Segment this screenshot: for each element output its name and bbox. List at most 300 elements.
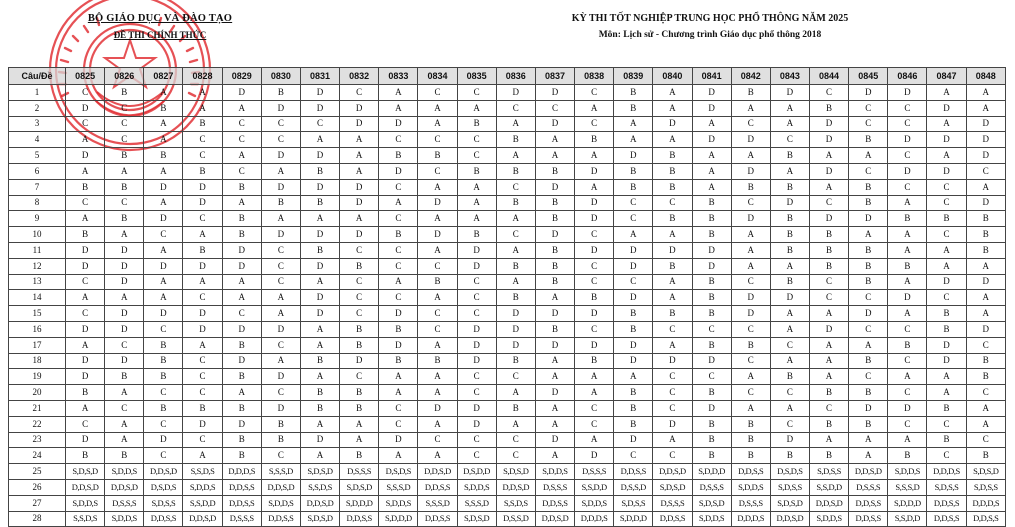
answer-cell: D <box>575 448 614 464</box>
answer-cell: A <box>809 353 848 369</box>
answer-cell: D,D,S,S <box>261 511 300 527</box>
answer-cell: D <box>614 290 653 306</box>
answer-cell: A <box>809 306 848 322</box>
answer-cell: S,D,S,S <box>770 479 809 495</box>
answer-cell: D <box>888 132 927 148</box>
answer-cell: B <box>144 369 183 385</box>
question-number: 21 <box>9 400 66 416</box>
answer-cell: C <box>496 100 535 116</box>
answer-cell: S,S,D,S <box>300 479 339 495</box>
answer-cell: A <box>575 385 614 401</box>
question-number: 11 <box>9 242 66 258</box>
answer-cell: D,D,D,S <box>731 511 770 527</box>
answer-cell: D <box>66 432 105 448</box>
answer-cell: D,D,S,S <box>222 495 261 511</box>
answer-cell: C <box>575 274 614 290</box>
answer-cell: A <box>261 306 300 322</box>
answer-cell: C <box>261 258 300 274</box>
answer-cell: A <box>418 116 457 132</box>
question-number: 16 <box>9 321 66 337</box>
answer-cell: D <box>653 353 692 369</box>
answer-cell: A <box>927 369 966 385</box>
question-number: 13 <box>9 274 66 290</box>
answer-cell: D <box>535 85 574 101</box>
answer-cell: C <box>614 448 653 464</box>
answer-cell: A <box>653 85 692 101</box>
answer-cell: D <box>300 100 339 116</box>
answer-cell: D <box>66 321 105 337</box>
answer-cell: C <box>261 337 300 353</box>
answer-cell: B <box>418 274 457 290</box>
answer-cell: D <box>183 258 222 274</box>
question-number: 4 <box>9 132 66 148</box>
answer-cell: D <box>183 179 222 195</box>
answer-cell: C <box>105 100 144 116</box>
answer-cell: D <box>300 290 339 306</box>
answer-cell: D <box>66 353 105 369</box>
answer-cell: A <box>614 227 653 243</box>
exam-code-header: 0825 <box>66 68 105 85</box>
answer-cell: D <box>770 195 809 211</box>
answer-cell: C <box>927 195 966 211</box>
answer-cell: B <box>888 258 927 274</box>
answer-cell: S,S,D,D <box>183 495 222 511</box>
answer-cell: C <box>105 400 144 416</box>
answer-cell: A <box>144 290 183 306</box>
answer-cell: B <box>731 416 770 432</box>
answer-cell: D <box>144 306 183 322</box>
answer-cell: C <box>379 258 418 274</box>
answer-cell: D <box>575 195 614 211</box>
answer-cell: B <box>614 321 653 337</box>
answer-cell: C <box>653 321 692 337</box>
answer-cell: D,S,S,S <box>105 495 144 511</box>
answer-cell: A <box>300 369 339 385</box>
answer-cell: S,S,D,D <box>888 511 927 527</box>
answer-cell: A <box>535 448 574 464</box>
answer-cell: C <box>496 369 535 385</box>
answer-cell: B <box>105 369 144 385</box>
answer-cell: S,D,S,S <box>966 479 1005 495</box>
answer-cell: D <box>66 100 105 116</box>
answer-cell: B <box>144 353 183 369</box>
answer-cell: A <box>535 416 574 432</box>
answer-cell: C <box>183 385 222 401</box>
answer-cell: D <box>575 337 614 353</box>
table-row <box>9 163 1006 179</box>
answer-cell: B <box>457 163 496 179</box>
answer-cell: C <box>261 274 300 290</box>
answer-cell: C <box>379 416 418 432</box>
answer-cell: A <box>379 195 418 211</box>
answer-cell: S,S,D,S <box>66 511 105 527</box>
answer-cell: C <box>575 400 614 416</box>
answer-cell: B <box>849 385 888 401</box>
answer-cell: D,D,S,S <box>614 464 653 480</box>
answer-cell: D <box>144 258 183 274</box>
answer-cell: B <box>105 179 144 195</box>
exam-code-header: 0843 <box>770 68 809 85</box>
answer-cell: D <box>457 416 496 432</box>
answer-cell: A <box>105 227 144 243</box>
table-row <box>9 337 1006 353</box>
answer-cell: A <box>731 148 770 164</box>
answer-cell: D,D,S,D <box>105 479 144 495</box>
answer-cell: D <box>535 337 574 353</box>
answer-cell: B <box>418 148 457 164</box>
answer-cell: C <box>457 306 496 322</box>
answer-cell: C <box>340 306 379 322</box>
answer-cell: A <box>418 100 457 116</box>
exam-code-header: 0829 <box>222 68 261 85</box>
answer-cell: C <box>614 274 653 290</box>
answer-cell: A <box>692 179 731 195</box>
answer-cell: D <box>692 258 731 274</box>
exam-code-header: 0833 <box>379 68 418 85</box>
answer-cell: B <box>222 179 261 195</box>
answer-cell: A <box>379 385 418 401</box>
answer-cell: A <box>418 242 457 258</box>
table-row <box>9 148 1006 164</box>
answer-cell: D <box>575 306 614 322</box>
answer-cell: A <box>770 163 809 179</box>
answer-cell: B <box>849 179 888 195</box>
answer-cell: A <box>731 100 770 116</box>
answer-cell: B <box>535 321 574 337</box>
answer-cell: C <box>966 337 1005 353</box>
answer-cell: A <box>966 400 1005 416</box>
answer-cell: C <box>692 321 731 337</box>
answer-cell: D <box>927 353 966 369</box>
answer-cell: A <box>770 321 809 337</box>
answer-cell: B <box>731 432 770 448</box>
answer-cell: A <box>66 163 105 179</box>
answer-cell: D <box>809 321 848 337</box>
answer-cell: A <box>183 85 222 101</box>
answer-cell: D,S,D,S <box>379 464 418 480</box>
answer-cell: D <box>379 116 418 132</box>
answer-cell: B <box>496 132 535 148</box>
answer-cell: A <box>731 400 770 416</box>
answer-cell: D <box>379 306 418 322</box>
answer-cell: S,S,S,D <box>418 495 457 511</box>
answer-cell: D,S,S,S <box>692 479 731 495</box>
exam-code-header: 0832 <box>340 68 379 85</box>
question-number: 24 <box>9 448 66 464</box>
answer-cell: B <box>535 274 574 290</box>
answer-cell: A <box>300 416 339 432</box>
answer-cell: A <box>927 258 966 274</box>
answer-cell: A <box>379 448 418 464</box>
answer-cell: A <box>183 227 222 243</box>
answer-cell: A <box>849 148 888 164</box>
answer-cell: A <box>653 432 692 448</box>
answer-cell: C <box>849 321 888 337</box>
answer-cell: B <box>105 211 144 227</box>
answer-cell: C <box>575 227 614 243</box>
answer-cell: A <box>261 290 300 306</box>
answer-cell: A <box>379 85 418 101</box>
answer-cell: B <box>692 416 731 432</box>
answer-cell: D,D,S,D <box>418 464 457 480</box>
answer-cell: B <box>105 148 144 164</box>
answer-cell: D,D,D,S <box>575 511 614 527</box>
answer-cell: D,S,S,D <box>614 479 653 495</box>
answer-cell: D <box>300 85 339 101</box>
answer-cell: S,D,S,D <box>340 479 379 495</box>
answer-cell: D,D,S,D <box>809 495 848 511</box>
answer-cell: D <box>849 211 888 227</box>
answer-cell: B <box>183 400 222 416</box>
answer-cell: D <box>66 258 105 274</box>
answer-cell: B <box>144 400 183 416</box>
answer-cell: D,D,S,S <box>535 495 574 511</box>
question-number: 20 <box>9 385 66 401</box>
answer-cell: C <box>575 85 614 101</box>
answer-cell: C <box>731 274 770 290</box>
answer-cell: B <box>927 432 966 448</box>
answer-cell: C <box>888 148 927 164</box>
answer-cell: D <box>692 400 731 416</box>
answer-cell: C <box>496 448 535 464</box>
answer-cell: B <box>966 211 1005 227</box>
answer-cell: C <box>731 353 770 369</box>
answer-cell: B <box>379 353 418 369</box>
answer-cell: C <box>849 369 888 385</box>
answer-cell: S,D,D,S <box>105 464 144 480</box>
answer-cell: B <box>809 227 848 243</box>
answer-cell: B <box>300 242 339 258</box>
exam-code-header: 0840 <box>653 68 692 85</box>
answer-cell: C <box>653 369 692 385</box>
answer-cell: B <box>300 385 339 401</box>
answer-cell: S,D,S,D <box>300 464 339 480</box>
answer-cell: A <box>966 306 1005 322</box>
question-number: 15 <box>9 306 66 322</box>
answer-cell: D,D,S,D <box>535 511 574 527</box>
answer-cell: D <box>66 148 105 164</box>
answer-cell: B <box>692 432 731 448</box>
answer-cell: C <box>340 274 379 290</box>
answer-cell: A <box>966 179 1005 195</box>
exam-code-header: 0839 <box>614 68 653 85</box>
answer-cell: C <box>809 195 848 211</box>
answer-cell: A <box>418 448 457 464</box>
question-number: 25 <box>9 464 66 480</box>
answer-cell: D <box>261 321 300 337</box>
answer-cell: B <box>575 290 614 306</box>
answer-cell: S,D,D,S <box>66 495 105 511</box>
answer-cell: C <box>770 337 809 353</box>
answer-cell: D <box>966 132 1005 148</box>
answer-cell: D <box>496 337 535 353</box>
answer-cell: C <box>66 195 105 211</box>
answer-cell: B <box>614 85 653 101</box>
answer-cell: D <box>496 85 535 101</box>
answer-cell: B <box>849 353 888 369</box>
answer-cell: D <box>144 179 183 195</box>
answer-cell: A <box>457 100 496 116</box>
answer-cell: A <box>888 195 927 211</box>
answer-cell: D,D,S,S <box>849 495 888 511</box>
answer-cell: B <box>888 337 927 353</box>
answer-cell: A <box>496 211 535 227</box>
table-row <box>9 448 1006 464</box>
answer-cell: C <box>731 321 770 337</box>
answer-cell: B <box>927 400 966 416</box>
answer-cell: S,D,S,D <box>966 464 1005 480</box>
question-number: 18 <box>9 353 66 369</box>
answer-cell: A <box>770 400 809 416</box>
answer-cell: B <box>888 448 927 464</box>
answer-cell: B <box>261 85 300 101</box>
answer-cell: D <box>457 242 496 258</box>
answer-cell: C <box>457 274 496 290</box>
answer-cell: D <box>222 353 261 369</box>
exam-code-header: 0826 <box>105 68 144 85</box>
answer-cell: C <box>888 179 927 195</box>
answer-cell: B <box>261 416 300 432</box>
answer-cell: A <box>966 258 1005 274</box>
answer-cell: S,D,D,S <box>809 511 848 527</box>
answer-cell: C <box>457 290 496 306</box>
answer-cell: B <box>809 416 848 432</box>
answer-cell: D,D,S,S <box>144 511 183 527</box>
answer-cell: C <box>927 290 966 306</box>
answer-cell: D <box>966 321 1005 337</box>
answer-cell: B <box>927 306 966 322</box>
answer-cell: C <box>183 432 222 448</box>
answer-cell: A <box>888 432 927 448</box>
answer-cell: B <box>105 85 144 101</box>
answer-cell: D <box>731 163 770 179</box>
answer-cell: B <box>496 400 535 416</box>
answer-cell: C <box>222 163 261 179</box>
answer-cell: A <box>261 353 300 369</box>
answer-cell: A <box>849 432 888 448</box>
answer-cell: S,D,D,S <box>105 511 144 527</box>
answer-cell: B <box>496 195 535 211</box>
answer-cell: A <box>575 179 614 195</box>
answer-cell: B <box>144 148 183 164</box>
answer-cell: S,D,S,D <box>66 464 105 480</box>
answer-cell: B <box>692 195 731 211</box>
answer-cell: D <box>888 400 927 416</box>
answer-cell: B <box>849 274 888 290</box>
answer-cell: B <box>222 227 261 243</box>
answer-cell: D <box>731 211 770 227</box>
answer-cell: B <box>809 385 848 401</box>
answer-cell: B <box>809 242 848 258</box>
answer-cell: C <box>888 100 927 116</box>
answer-key-table <box>8 67 1006 527</box>
answer-cell: S,D,S,D <box>770 495 809 511</box>
answer-cell: C <box>457 369 496 385</box>
answer-cell: A <box>418 179 457 195</box>
answer-cell: A <box>340 163 379 179</box>
table-row <box>9 116 1006 132</box>
answer-cell: D <box>105 242 144 258</box>
answer-cell: D <box>575 163 614 179</box>
answer-cell: B <box>535 195 574 211</box>
answer-cell: B <box>927 321 966 337</box>
answer-cell: A <box>888 227 927 243</box>
answer-cell: A <box>927 148 966 164</box>
answer-cell: S,D,D,S <box>575 495 614 511</box>
answer-cell: A <box>340 211 379 227</box>
answer-cell: D <box>222 242 261 258</box>
answer-cell: D,D,S,S <box>966 511 1005 527</box>
answer-cell: B <box>692 385 731 401</box>
answer-cell: B <box>222 400 261 416</box>
table-row <box>9 321 1006 337</box>
answer-cell: S,S,S,D <box>457 495 496 511</box>
answer-cell: A <box>770 116 809 132</box>
answer-cell: A <box>496 274 535 290</box>
answer-cell: A <box>614 132 653 148</box>
answer-cell: B <box>653 211 692 227</box>
answer-cell: D,D,S,S <box>418 479 457 495</box>
answer-cell: D,S,S,S <box>731 495 770 511</box>
answer-cell: A <box>966 416 1005 432</box>
answer-cell: S,D,S,D <box>496 464 535 480</box>
answer-cell: A <box>261 163 300 179</box>
answer-cell: C <box>340 242 379 258</box>
answer-cell: S,D,S,S <box>927 479 966 495</box>
answer-cell: C <box>888 116 927 132</box>
answer-cell: C <box>261 448 300 464</box>
answer-cell: D <box>300 148 339 164</box>
answer-cell: A <box>340 432 379 448</box>
answer-cell: D <box>418 227 457 243</box>
answer-cell: S,D,D,S <box>535 464 574 480</box>
answer-cell: B <box>888 211 927 227</box>
answer-cell: B <box>927 211 966 227</box>
answer-cell: S,D,D,S <box>692 511 731 527</box>
answer-cell: D <box>300 258 339 274</box>
answer-cell: B <box>535 211 574 227</box>
answer-cell: D <box>261 369 300 385</box>
answer-cell: B <box>692 211 731 227</box>
answer-cell: D <box>379 163 418 179</box>
answer-cell: B <box>496 163 535 179</box>
answer-cell: C <box>144 416 183 432</box>
answer-cell: D <box>105 306 144 322</box>
exam-code-header: 0837 <box>535 68 574 85</box>
answer-cell: D <box>144 211 183 227</box>
answer-cell: A <box>966 100 1005 116</box>
answer-cell: B <box>340 321 379 337</box>
answer-cell: C <box>261 132 300 148</box>
answer-cell: D <box>105 258 144 274</box>
answer-cell: D <box>849 85 888 101</box>
answer-cell: D <box>457 400 496 416</box>
answer-cell: D,S,S,S <box>653 495 692 511</box>
answer-cell: S,D,D,S <box>379 495 418 511</box>
exam-code-header: 0835 <box>457 68 496 85</box>
answer-cell: C <box>653 400 692 416</box>
answer-cell: A <box>300 274 339 290</box>
answer-cell: D <box>888 163 927 179</box>
answer-cell: D <box>927 274 966 290</box>
answer-cell: D <box>66 369 105 385</box>
answer-cell: D,D,S,S <box>927 511 966 527</box>
exam-code-header: 0834 <box>418 68 457 85</box>
answer-cell: D,S,D,S <box>770 464 809 480</box>
answer-cell: A <box>144 163 183 179</box>
answer-cell: C <box>340 85 379 101</box>
answer-cell: B <box>849 416 888 432</box>
